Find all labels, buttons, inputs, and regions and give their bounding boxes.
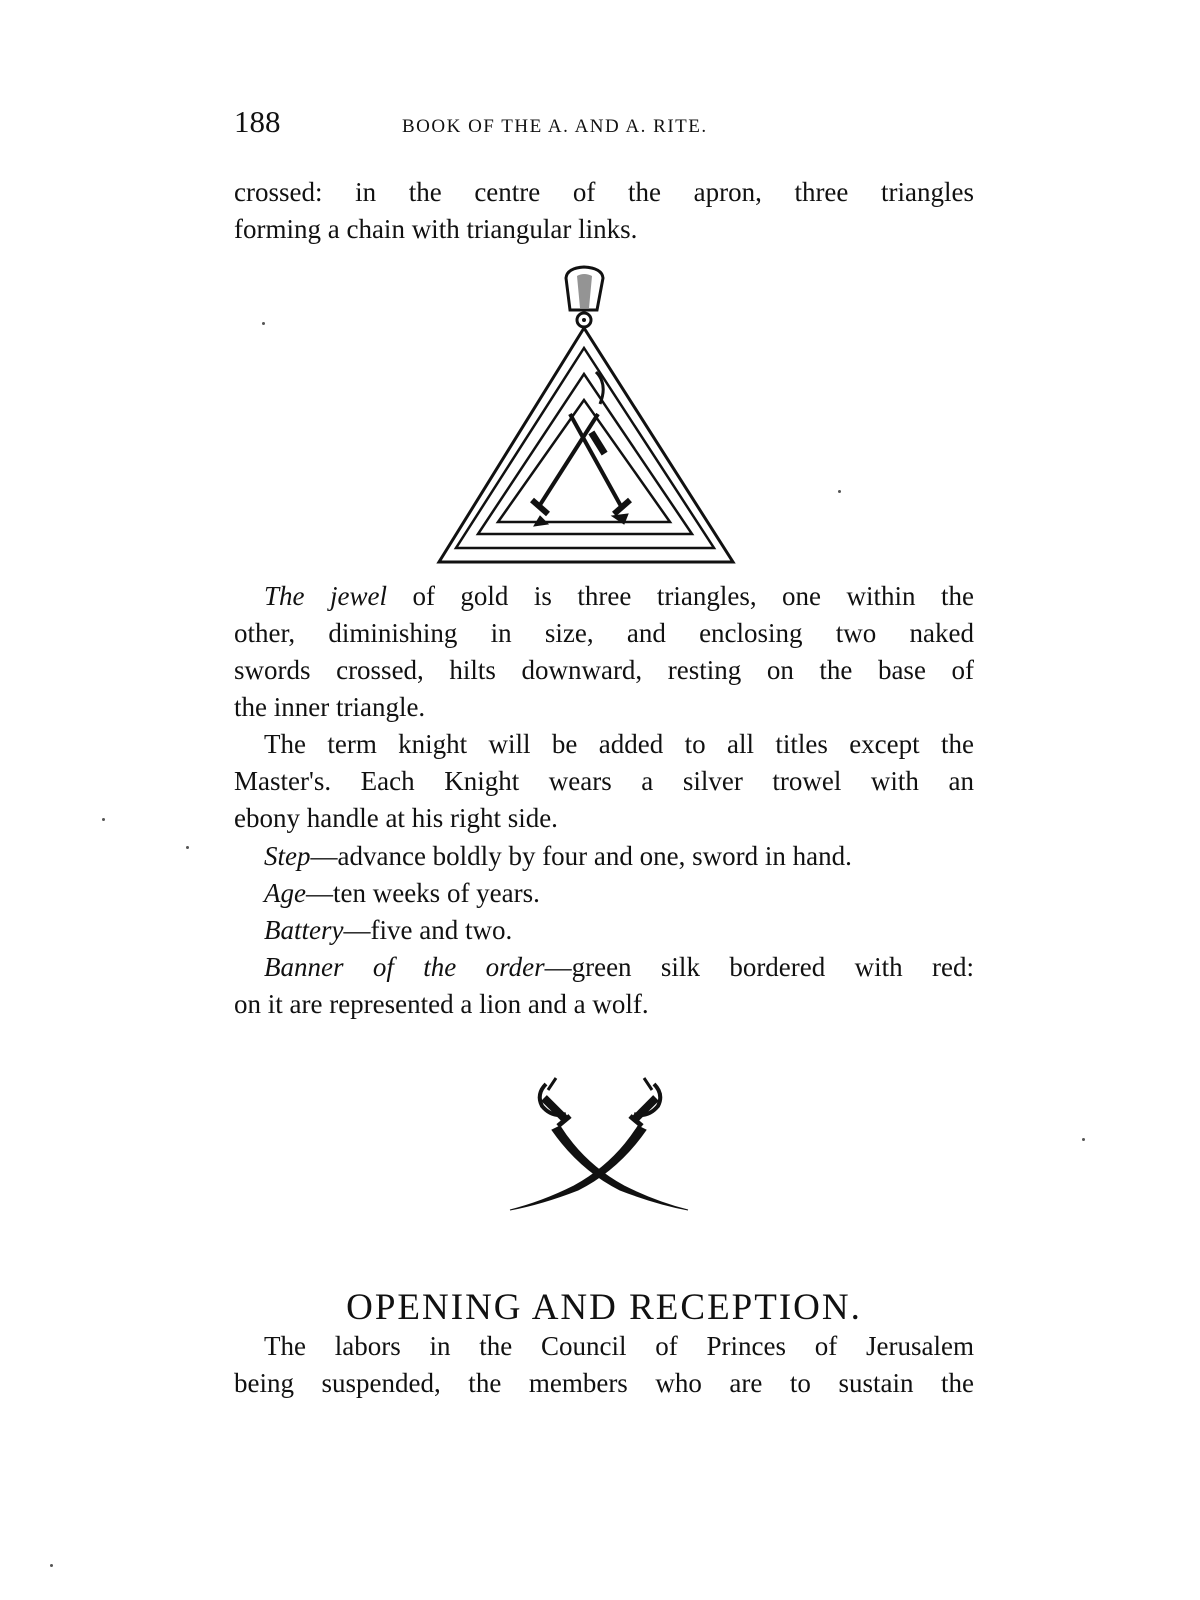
- paper-speck: [1082, 1138, 1085, 1141]
- entry-battery-text: —five and two.: [343, 915, 513, 945]
- knight-line-1: [234, 726, 974, 763]
- section-line-2: being suspended, the members who are to sustain the: [234, 1368, 974, 1398]
- entry-battery: [234, 912, 974, 949]
- entry-step: [234, 838, 974, 875]
- paper-speck: [50, 1564, 53, 1567]
- pendant-bail-icon: [566, 267, 603, 327]
- entry-age-text: —ten weeks of years.: [305, 878, 540, 908]
- knight-line-3: ebony handle at his right side.: [234, 803, 558, 833]
- jewel-line-4: the inner triangle.: [234, 692, 426, 722]
- paper-speck: [838, 490, 841, 493]
- jewel-line-1: [234, 578, 974, 615]
- jewel-line-1-rest: of gold is three triangles, one within the: [386, 581, 974, 611]
- page-number: 188: [234, 104, 281, 139]
- entry-age-term: Age: [264, 878, 306, 908]
- entry-banner-line-2: on it are represented a lion and a wolf.: [234, 989, 649, 1019]
- crossed-scimitars-icon: [506, 1068, 694, 1212]
- running-title: BOOK OF THE A. AND A. RITE.: [402, 116, 708, 137]
- section-paragraph: [234, 1328, 974, 1402]
- entry-banner: [234, 949, 974, 986]
- entry-banner-text: —green silk bordered with red:: [544, 952, 974, 982]
- jewel-illustration: [436, 264, 738, 580]
- jewel-paragraph: [234, 578, 974, 726]
- knight-paragraph: [234, 726, 974, 837]
- section-line-1: [234, 1328, 974, 1365]
- knight-line-1-text: The term knight will be added to all titles except the: [264, 729, 974, 759]
- ritual-entries: [234, 838, 974, 1023]
- entry-step-term: Step: [264, 841, 311, 871]
- entry-step-text: —advance boldly by four and one, sword in hand.: [310, 841, 852, 871]
- entry-banner-term: Banner of the order: [264, 952, 545, 982]
- entry-age: [234, 875, 974, 912]
- entry-battery-term: Battery: [264, 915, 344, 945]
- paper-speck: [262, 322, 265, 325]
- jewel-line-2: other, diminishing in size, and enclosing two naked: [234, 618, 974, 648]
- jewel-line-3: swords crossed, hilts downward, resting on the base of: [234, 655, 974, 685]
- opening-line-2: forming a chain with triangular links.: [234, 214, 638, 244]
- knight-line-2: Master's. Each Knight wears a silver trowel with an: [234, 766, 974, 796]
- section-line-1-text: The labors in the Council of Princes of Jerusalem: [264, 1331, 974, 1361]
- running-head: [234, 104, 974, 144]
- paper-speck: [186, 846, 189, 849]
- section-heading: OPENING AND RECEPTION.: [346, 1287, 862, 1328]
- opening-paragraph: [234, 174, 974, 248]
- jewel-term: The jewel: [264, 581, 387, 611]
- opening-line-1: crossed: in the centre of the apron, three triangles: [234, 177, 974, 207]
- paper-speck: [102, 818, 105, 821]
